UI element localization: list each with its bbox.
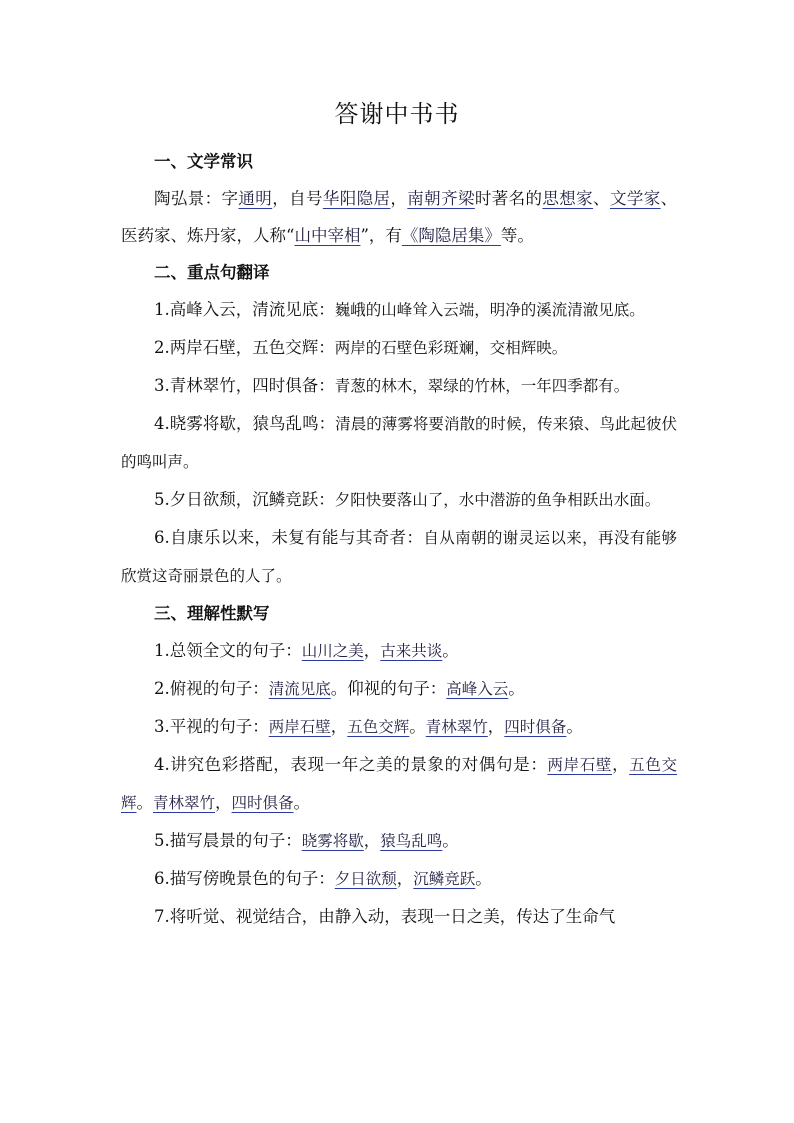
text-run: 。 xyxy=(508,679,525,698)
underlined-answer: 文学家 xyxy=(609,189,661,208)
text-run: 。 xyxy=(136,793,154,812)
section-paragraph xyxy=(121,822,677,860)
underlined-answer: 两岸石壁 xyxy=(268,718,331,736)
text-run: 。 xyxy=(475,869,492,888)
underlined-answer: 猿鸟乱鸣 xyxy=(380,832,443,850)
text-run: ， xyxy=(363,831,381,850)
translation-text: 夕阳快要落山了，水中潜游的鱼争相跃出水面。 xyxy=(334,491,661,509)
underlined-answer: 高峰入云 xyxy=(446,680,509,698)
section-paragraph xyxy=(121,860,677,898)
section-heading: 二、重点句翻译 xyxy=(154,263,270,282)
text-run: 。仰视的句子： xyxy=(330,679,447,698)
underlined-answer: 两岸石壁 xyxy=(547,756,613,774)
text-run: 、 xyxy=(593,189,610,208)
underlined-answer: 思想家 xyxy=(542,189,594,208)
translation-text: 两岸的石壁色彩斑斓，交相辉映。 xyxy=(334,339,568,357)
text-run: 时著名的 xyxy=(474,189,543,208)
underlined-answer: 《陶隐居集》 xyxy=(401,226,501,245)
underlined-answer: 夕日欲颓 xyxy=(334,870,397,888)
section-paragraph xyxy=(121,329,677,367)
underlined-answer: 四时俱备 xyxy=(231,794,294,812)
translation-text: 青葱的林木，翠绿的竹林，一年四季都有。 xyxy=(334,377,630,395)
text-run: 3.青林翠竹，四时俱备： xyxy=(154,376,335,395)
text-run: 1.总领全文的句子： xyxy=(154,641,302,660)
underlined-answer: 五色交辉 xyxy=(347,718,410,736)
section-paragraph xyxy=(121,367,677,405)
text-run: 等。 xyxy=(500,226,534,245)
underlined-answer: 清流见底 xyxy=(268,680,331,698)
section-paragraph xyxy=(121,708,677,746)
text-run: 7.将听觉、视觉结合，由静入动，表现一日之美，传达了生命气 xyxy=(154,907,616,926)
translation-text: 自从南朝的谢灵运以来，再没有能够欣赏这奇丽景色的人了。 xyxy=(121,529,677,585)
underlined-answer: 通明 xyxy=(238,189,273,208)
section-paragraph xyxy=(121,519,677,595)
underlined-answer: 青林翠竹 xyxy=(425,718,488,736)
text-run: 。 xyxy=(566,717,583,736)
text-run: 1.高峰入云，清流见底： xyxy=(154,300,335,319)
section-paragraph xyxy=(121,670,677,708)
section-heading: 三、理解性默写 xyxy=(154,604,270,623)
underlined-answer: 青林翠竹 xyxy=(153,794,216,812)
underlined-answer: 四时俱备 xyxy=(504,718,567,736)
section-heading: 一、文学常识 xyxy=(154,152,253,171)
text-run: 6.描写傍晚景色的句子： xyxy=(154,869,335,888)
underlined-answer: 古来共谈 xyxy=(380,642,443,660)
underlined-answer: 山中宰相 xyxy=(294,226,361,245)
underlined-answer: 山川之美 xyxy=(301,642,364,660)
text-run: 2.两岸石壁，五色交辉： xyxy=(154,338,335,357)
section-paragraph xyxy=(121,180,677,254)
text-run: ”，有 xyxy=(360,226,402,245)
underlined-answer: 五色交辉 xyxy=(121,756,677,812)
text-run: 、医药家、炼丹家，人称“ xyxy=(121,189,678,245)
document-body xyxy=(121,143,677,935)
translation-text: 清晨的薄雾将要消散的时候，传来猿、鸟此起彼伏的鸣叫声。 xyxy=(121,415,677,471)
text-run: 2.俯视的句子： xyxy=(154,679,269,698)
text-run: ，自号 xyxy=(272,189,323,208)
underlined-answer: 沉鳞竞跃 xyxy=(413,870,476,888)
section-paragraph xyxy=(121,291,677,329)
text-run: 陶弘景：字 xyxy=(154,189,239,208)
text-run: ， xyxy=(396,869,414,888)
document-title: 答谢中书书 xyxy=(334,100,460,128)
underlined-answer: 晓雾将歇 xyxy=(301,832,364,850)
underlined-answer: 南朝齐梁 xyxy=(407,189,475,208)
text-run: 5.描写晨景的句子： xyxy=(154,831,302,850)
text-run: 5.夕日欲颓，沉鳞竞跃： xyxy=(154,490,335,509)
section-paragraph xyxy=(121,746,677,822)
text-run: ， xyxy=(612,755,630,774)
section-paragraph xyxy=(121,481,677,519)
text-run: ， xyxy=(487,717,505,736)
text-run: ， xyxy=(390,189,408,208)
text-run: 4.晓雾将歇，猿鸟乱鸣： xyxy=(154,414,336,433)
text-run: ， xyxy=(363,641,381,660)
section-paragraph xyxy=(121,632,677,670)
text-run: 4.讲究色彩搭配，表现一年之美的景象的对偶句是： xyxy=(154,755,548,774)
text-run: 。 xyxy=(409,717,426,736)
section-paragraph xyxy=(121,898,677,935)
text-run: ， xyxy=(215,793,232,812)
text-run: 6.自康乐以来，未复有能与其奇者： xyxy=(154,528,424,547)
text-run: 。 xyxy=(293,793,311,812)
underlined-answer: 华阳隐居 xyxy=(322,189,391,208)
text-run: 。 xyxy=(442,641,459,660)
section-paragraph xyxy=(121,405,677,481)
text-run: ， xyxy=(330,717,348,736)
text-run: 3.平视的句子： xyxy=(154,717,269,736)
translation-text: 巍峨的山峰耸入云端，明净的溪流清澈见底。 xyxy=(334,301,645,319)
text-run: 。 xyxy=(442,831,459,850)
